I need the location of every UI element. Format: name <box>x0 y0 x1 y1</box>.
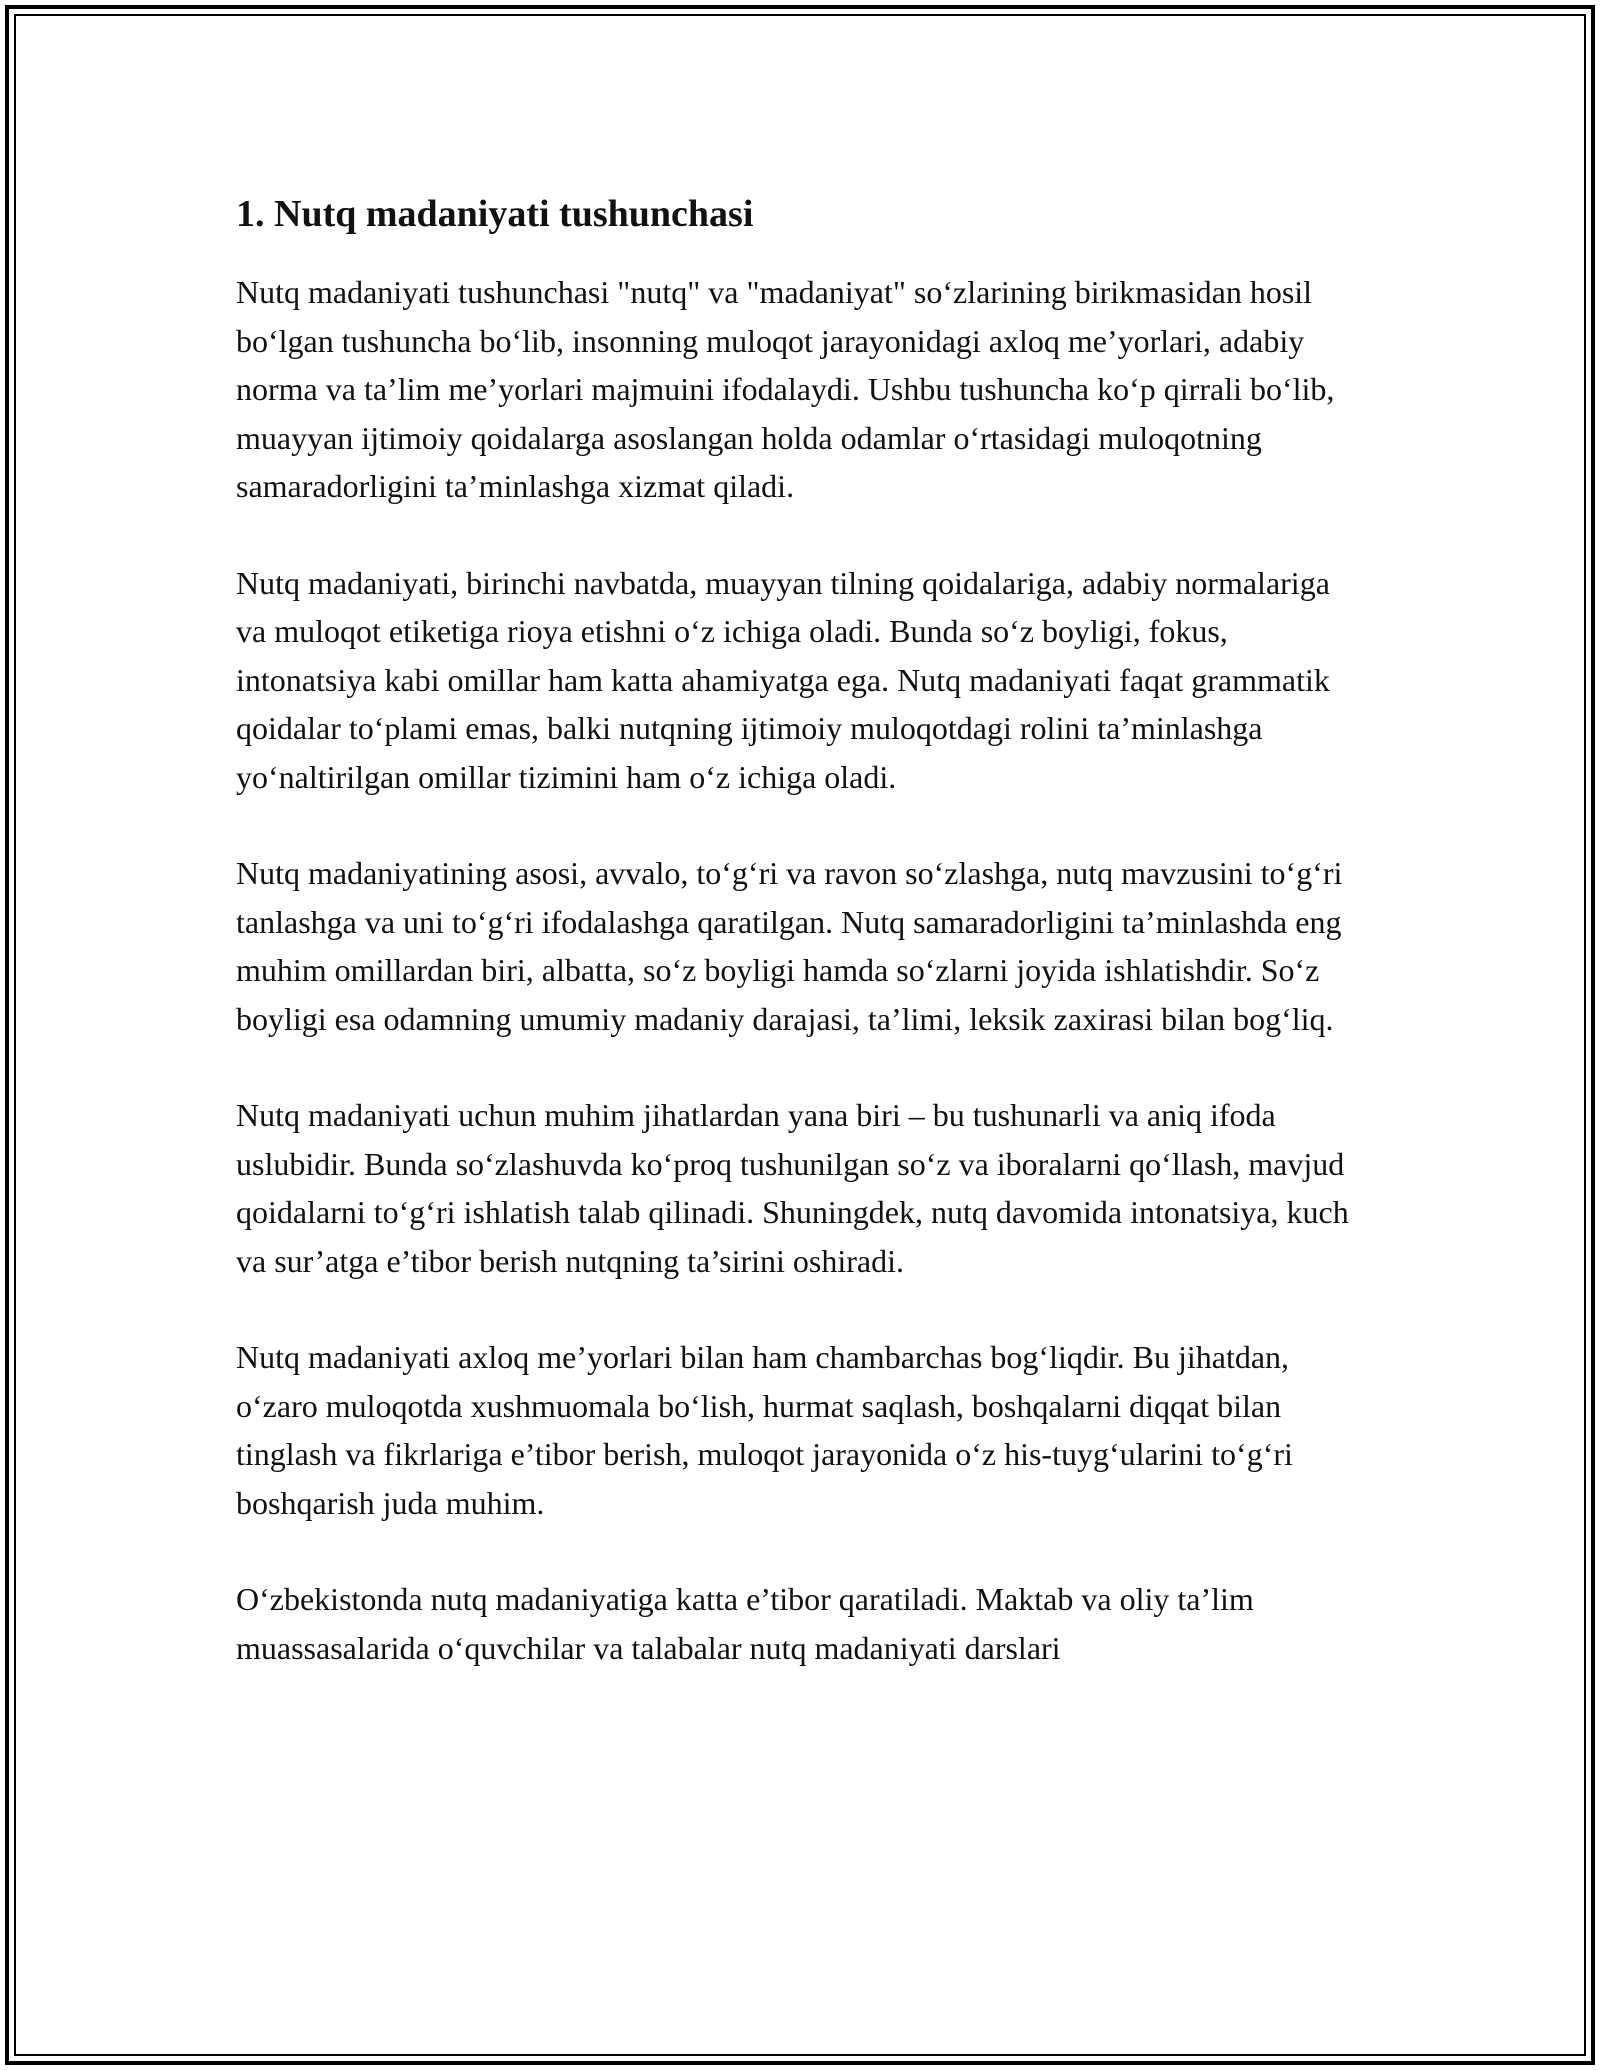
paragraph-6: Oʻzbekistonda nutq madaniyatiga katta e’tibor qaratiladi. Maktab va oliy ta’lim muassasalarida oʻquvchilar va talabalar nutq madaniyati darslari <box>236 1581 1254 1666</box>
paragraph-4: Nutq madaniyati uchun muhim jihatlardan yana biri – bu tushunarli va aniq ifoda uslubidir. Bunda soʻzlashuvda koʻproq tushunilgan soʻz va iboralarni qoʻllash, mavjud qoidalarni toʻgʻri ishlatish talab qilinadi. Shuningdek, nutq davomida intonatsiya, kuch va sur’atga e’tibor berish nutqning ta’sirini oshiradi. <box>236 1097 1349 1279</box>
paragraph-3: Nutq madaniyatining asosi, avvalo, toʻgʻri va ravon soʻzlashga, nutq mavzusini toʻgʻri tanlashga va uni toʻgʻri ifodalashga qaratilgan. Nutq samaradorligini ta’minlashda eng muhim omillardan biri, albatta, soʻz boyligi hamda soʻzlarni joyida ishlatishdir. Soʻz boyligi esa odamning umumiy madaniy darajasi, ta’limi, leksik zaxirasi bilan bogʻliq. <box>236 855 1343 1037</box>
paragraph-5: Nutq madaniyati axloq me’yorlari bilan ham chambarchas bogʻliqdir. Bu jihatdan, oʻzaro muloqotda xushmuomala boʻlish, hurmat saqlash, boshqalarni diqqat bilan tinglash va fikrlariga e’tibor berish, muloqot jarayonida oʻz his-tuygʻularini toʻgʻri boshqarish juda muhim. <box>236 1339 1293 1521</box>
paragraph-2: Nutq madaniyati, birinchi navbatda, muayyan tilning qoidalariga, adabiy normalariga va muloqot etiketiga rioya etishni oʻz ichiga oladi. Bunda soʻz boyligi, fokus, intonatsiya kabi omillar ham katta ahamiyatga ega. Nutq madaniyati faqat grammatik qoidalar toʻplami emas, balki nutqning ijtimoiy muloqotdagi rolini ta’minlashga yoʻnaltirilgan omillar tizimini ham oʻz ichiga oladi. <box>236 564 1330 795</box>
document-body <box>236 188 1366 1720</box>
section-heading: 1. Nutq madaniyati tushunchasi <box>236 193 754 235</box>
paragraph-1: Nutq madaniyati tushunchasi "nutq" va "madaniyat" soʻzlarining birikmasidan hosil boʻlgan tushuncha boʻlib, insonning muloqot jarayonidagi axloq me’yorlari, adabiy norma va ta’lim me’yorlari majmuini ifodalaydi. Ushbu tushuncha koʻp qirrali boʻlib, muayyan ijtimoiy qoidalarga asoslangan holda odamlar oʻrtasidagi muloqotning samaradorligini ta’minlashga xizmat qiladi. <box>236 274 1335 504</box>
